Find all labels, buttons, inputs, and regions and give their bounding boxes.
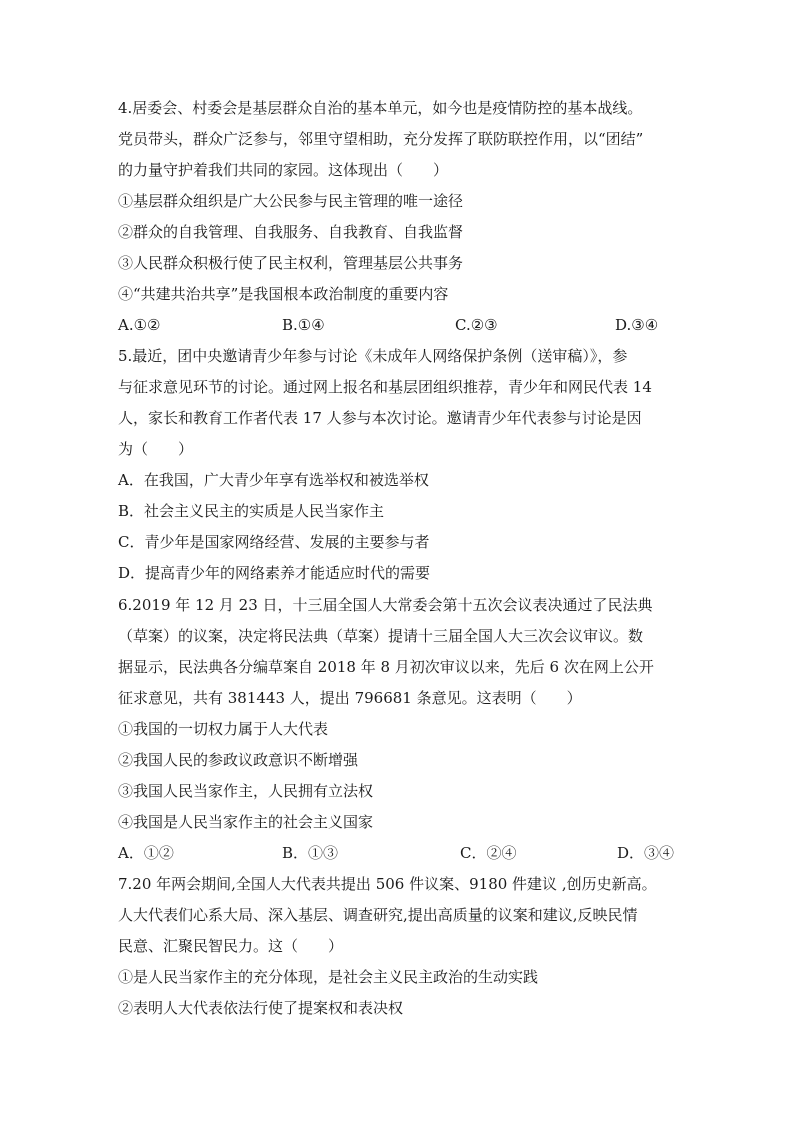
q6-stem-line-1: 6.2019 年 12 月 23 日，十三届全国人大常委会第十五次会议表决通过了民法典 bbox=[118, 596, 653, 614]
q6-option-d: D．③④ bbox=[617, 844, 675, 862]
q5-stem-line-2: 与征求意见环节的讨论。通过网上报名和基层团组织推荐，青少年和网民代表 14 bbox=[118, 378, 652, 396]
q6-stem-line-2: （草案）的议案，决定将民法典（草案）提请十三届全国人大三次会议审议。数 bbox=[118, 627, 644, 645]
q5-stem-line-4: 为（ ） bbox=[118, 440, 194, 458]
q5-stem-line-3: 人，家长和教育工作者代表 17 人参与本次讨论。邀请青少年代表参与讨论是因 bbox=[118, 409, 642, 427]
q6-stem-line-4: 征求意见，共有 381443 人，提出 796681 条意见。这表明（ ） bbox=[118, 689, 582, 707]
q6-options bbox=[118, 843, 698, 863]
q6-stem-line-3: 据显示，民法典各分编草案自 2018 年 8 月初次审议以来，先后 6 次在网上公开 bbox=[118, 658, 654, 676]
q5-choice-b: B．社会主义民主的实质是人民当家作主 bbox=[118, 502, 385, 520]
q7-statement-1: ①是人民当家作主的充分体现，是社会主义民主政治的生动实践 bbox=[118, 968, 539, 986]
q4-statement-4: ④“共建共治共享”是我国根本政治制度的重要内容 bbox=[118, 285, 449, 303]
q5-choice-c: C．青少年是国家网络经营、发展的主要参与者 bbox=[118, 533, 430, 551]
q6-option-b: B．①③ bbox=[282, 844, 339, 862]
q6-statement-1: ①我国的一切权力属于人大代表 bbox=[118, 720, 329, 738]
q4-statement-1: ①基层群众组织是广大公民参与民主管理的唯一途径 bbox=[118, 192, 464, 210]
q4-options bbox=[118, 315, 698, 335]
q4-stem-line-1: 4.居委会、村委会是基层群众自治的基本单元，如今也是疫情防控的基本战线。 bbox=[118, 99, 643, 117]
q7-stem-line-1: 7.20 年两会期间,全国人大代表共提出 506 件议案、9180 件建议 ,创历史新高。 bbox=[118, 875, 657, 893]
q4-stem-line-2: 党员带头，群众广泛参与，邻里守望相助，充分发挥了联防联控作用，以“团结” bbox=[118, 130, 644, 148]
q4-option-b: B.①④ bbox=[282, 316, 325, 334]
q6-statement-2: ②我国人民的参政议政意识不断增强 bbox=[118, 751, 359, 769]
q4-option-c: C.②③ bbox=[455, 316, 498, 334]
q6-statement-4: ④我国是人民当家作主的社会主义国家 bbox=[118, 813, 374, 831]
q6-statement-3: ③我国人民当家作主，人民拥有立法权 bbox=[118, 782, 374, 800]
q5-choice-d: D．提高青少年的网络素养才能适应时代的需要 bbox=[118, 564, 431, 582]
q7-stem-line-2: 人大代表们心系大局、深入基层、调查研究,提出高质量的议案和建议,反映民情 bbox=[118, 906, 638, 924]
q4-stem-line-3: 的力量守护着我们共同的家园。这体现出（ ） bbox=[118, 161, 449, 179]
q7-statement-2: ②表明人大代表依法行使了提案权和表决权 bbox=[118, 999, 404, 1017]
q6-option-c: C．②④ bbox=[460, 844, 517, 862]
q7-stem-line-3: 民意、汇聚民智民力。这（ ） bbox=[118, 937, 344, 955]
q4-statement-3: ③人民群众积极行使了民主权利，管理基层公共事务 bbox=[118, 254, 464, 272]
q5-choice-a: A．在我国，广大青少年享有选举权和被选举权 bbox=[118, 471, 429, 489]
q5-stem-line-1: 5.最近，团中央邀请青少年参与讨论《未成年人网络保护条例（送审稿）》，参 bbox=[118, 347, 628, 365]
q6-option-a: A．①② bbox=[118, 844, 174, 862]
q4-option-a: A.①② bbox=[118, 316, 161, 334]
q4-option-d: D.③④ bbox=[615, 316, 659, 334]
q4-statement-2: ②群众的自我管理、自我服务、自我教育、自我监督 bbox=[118, 223, 464, 241]
